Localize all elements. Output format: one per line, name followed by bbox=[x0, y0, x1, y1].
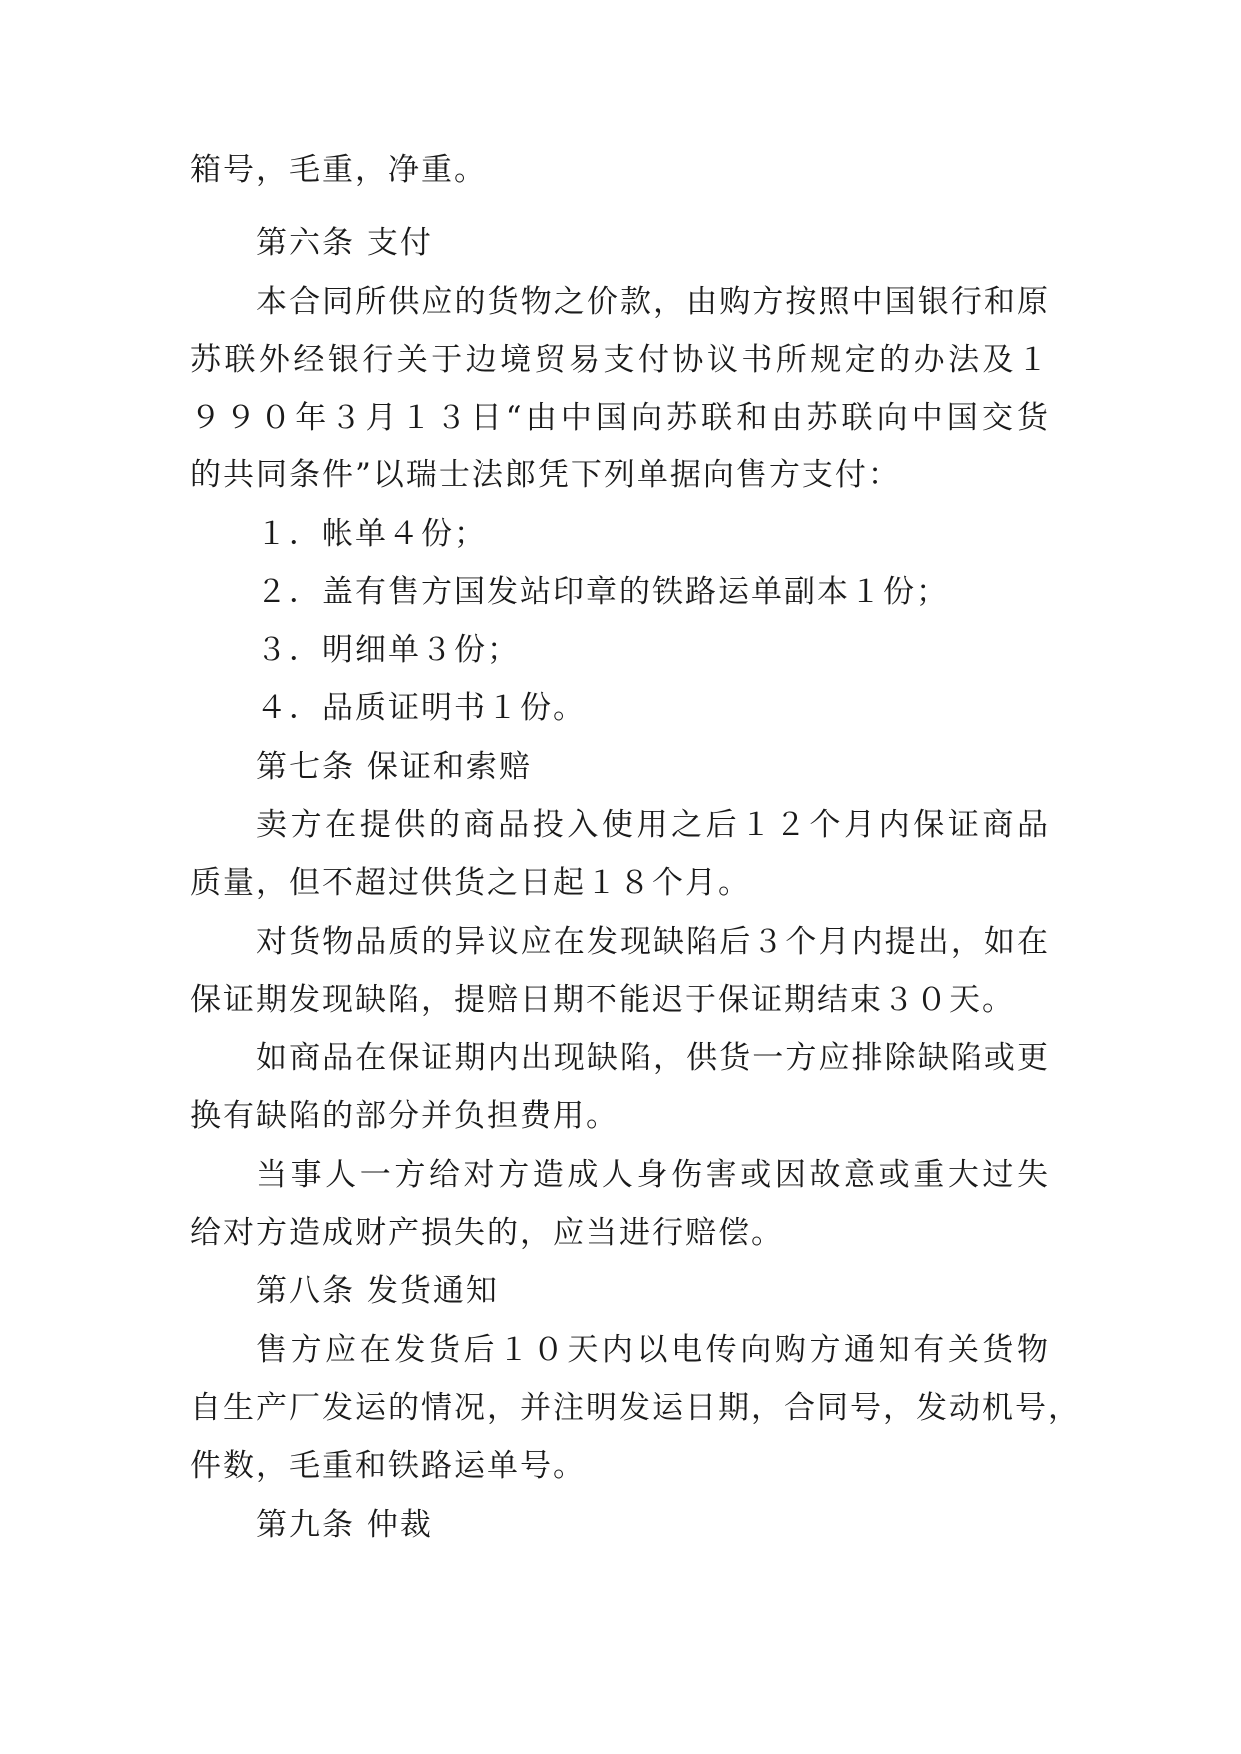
text-line: 苏联外经银行关于边境贸易支付协议书所规定的办法及１ bbox=[190, 342, 1050, 378]
text-line: 箱号，毛重，净重。 bbox=[190, 152, 487, 188]
section-heading: 第七条 保证和索赔 bbox=[256, 749, 532, 785]
text-line: 换有缺陷的部分并负担费用。 bbox=[190, 1098, 619, 1134]
text-line: 售方应在发货后１０天内以电传向购方通知有关货物 bbox=[256, 1332, 1050, 1368]
text-line: ９９０年３月１３日“由中国向苏联和由苏联向中国交货 bbox=[190, 400, 1050, 436]
text-line: 卖方在提供的商品投入使用之后１２个月内保证商品 bbox=[256, 807, 1050, 843]
section-heading: 第九条 仲裁 bbox=[256, 1507, 433, 1543]
text-line: 自生产厂发运的情况，并注明发运日期，合同号，发动机号， bbox=[190, 1390, 1081, 1426]
text-line: 的共同条件”以瑞士法郎凭下列单据向售方支付： bbox=[190, 457, 901, 493]
list-item: ２．盖有售方国发站印章的铁路运单副本１份； bbox=[256, 574, 949, 610]
section-heading: 第八条 发货通知 bbox=[256, 1273, 499, 1309]
text-line: 质量，但不超过供货之日起１８个月。 bbox=[190, 865, 751, 901]
text-line: 给对方造成财产损失的，应当进行赔偿。 bbox=[190, 1215, 784, 1251]
list-item: ３．明细单３份； bbox=[256, 632, 520, 668]
text-line: 对货物品质的异议应在发现缺陷后３个月内提出，如在 bbox=[256, 924, 1050, 960]
text-line: 保证期发现缺陷，提赔日期不能迟于保证期结束３０天。 bbox=[190, 982, 1015, 1018]
text-line: 如商品在保证期内出现缺陷，供货一方应排除缺陷或更 bbox=[256, 1040, 1050, 1076]
section-heading: 第六条 支付 bbox=[256, 225, 433, 261]
text-line: 本合同所供应的货物之价款，由购方按照中国银行和原 bbox=[256, 284, 1050, 320]
list-item: １．帐单４份； bbox=[256, 516, 487, 552]
list-item: ４．品质证明书１份。 bbox=[256, 690, 586, 726]
text-line: 当事人一方给对方造成人身伤害或因故意或重大过失 bbox=[256, 1157, 1050, 1193]
text-line: 件数，毛重和铁路运单号。 bbox=[190, 1448, 586, 1484]
